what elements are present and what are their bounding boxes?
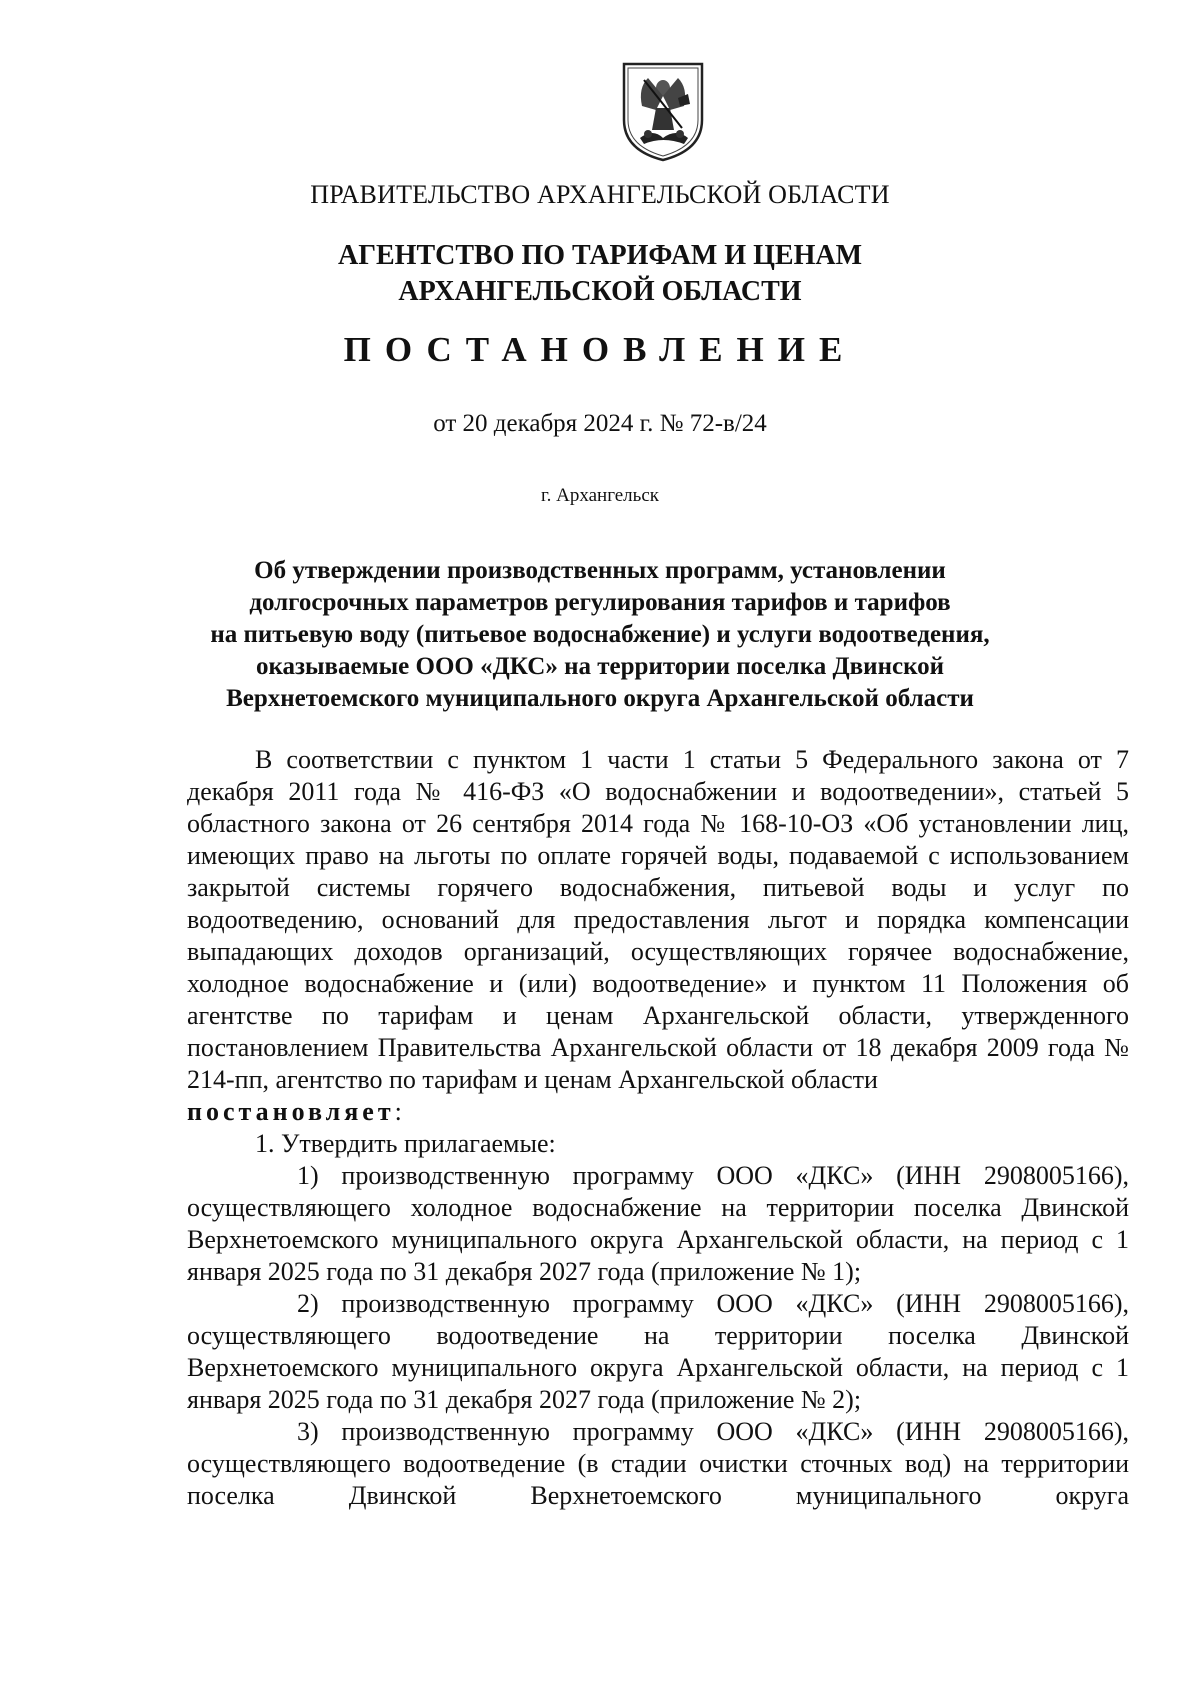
document-city: г. Архангельск: [540, 485, 659, 506]
agency-name-line: АГЕНТСТВО ПО ТАРИФАМ И ЦЕНАМ: [337, 240, 863, 271]
subject-line: долгосрочных параметров регулирования тарифов и тарифов: [249, 589, 951, 616]
resolves-colon: :: [394, 1097, 402, 1126]
resolves-line: [187, 1096, 1129, 1128]
item-1-3: 3) производственную программу ООО «ДКС» (ИНН 2908005166), осуществляющего водоотведение (в стадии очистки сточных вод) на территории поселка Двинской Верхнетоемского муниципального округа: [187, 1417, 1129, 1510]
agency-name: [0, 238, 1200, 310]
resolves-word: постановляет: [187, 1097, 395, 1126]
item-1: 1. Утвердить прилагаемые:: [255, 1129, 556, 1158]
subject-line: оказываемые ООО «ДКС» на территории поселка Двинской: [255, 653, 945, 680]
subject-line: на питьевую воду (питьевое водоснабжение) и услуги водоотведения,: [210, 621, 990, 648]
document-subject: [0, 555, 1200, 715]
document-type: ПОСТАНОВЛЕНИЕ: [343, 330, 857, 369]
coat-of-arms-icon: [618, 58, 708, 164]
preamble-paragraph: В соответствии с пунктом 1 части 1 статьи 5 Федерального закона от 7 декабря 2011 года № 416-ФЗ «О водоснабжении и водоотведении», статьей 5 областного закона от 26 сентября 2014 года № 168-10-ОЗ «Об установлении лиц, имеющих право на льготы по оплате горячей воды, подаваемой с использованием закрытой системы горячего водоснабжения, питьевой воды и услуг по водоотведению, оснований для предоставления льгот и порядка компенсации выпадающих доходов организаций, осуществляющих горячее водоснабжение, холодное водоснабжение и (или) водоотведение» и пунктом 11 Положения об агентстве по тарифам и ценам Архангельской области, утвержденного постановлением Правительства Архангельской области от 18 декабря 2009 года № 214-пп, агентство по тарифам и ценам Архангельской области: [187, 745, 1129, 1094]
subject-line: Об утверждении производственных программ, установлении: [254, 557, 946, 584]
document-body: [187, 744, 1129, 1512]
item-1-2: 2) производственную программу ООО «ДКС» (ИНН 2908005166), осуществляющего водоотведение на территории поселка Двинской Верхнетоемского муниципального округа Архангельской области, на период с 1 января 2025 года по 31 декабря 2027 года (приложение № 2);: [187, 1289, 1129, 1414]
subject-line: Верхнетоемского муниципального округа Архангельской области: [226, 685, 974, 712]
agency-name-line: АРХАНГЕЛЬСКОЙ ОБЛАСТИ: [398, 276, 802, 307]
document-date-number: от 20 декабря 2024 г. № 72-в/24: [433, 410, 767, 437]
government-title: ПРАВИТЕЛЬСТВО АРХАНГЕЛЬСКОЙ ОБЛАСТИ: [310, 180, 890, 209]
item-1-1: 1) производственную программу ООО «ДКС» (ИНН 2908005166), осуществляющего холодное водоснабжение на территории поселка Двинской Верхнетоемского муниципального округа Архангельской области, на период с 1 января 2025 года по 31 декабря 2027 года (приложение № 1);: [187, 1161, 1129, 1286]
